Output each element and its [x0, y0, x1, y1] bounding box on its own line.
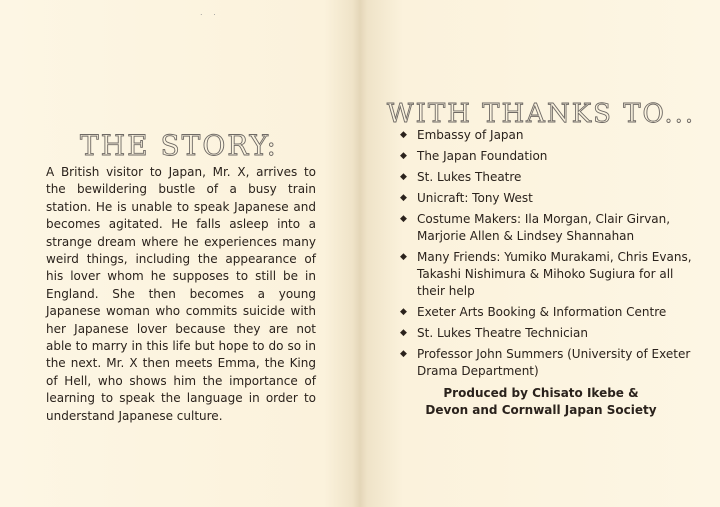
list-item: [398, 325, 698, 342]
list-item: [398, 169, 698, 186]
diamond-bullet-icon: ◆: [400, 328, 407, 338]
thanks-list: [398, 127, 698, 384]
story-body: A British visitor to Japan, Mr. X, arrives to the bewildering bustle of a busy train station. He is unable to speak Japanese and becomes agitated. He falls asleep into a strange dream where he experiences many weird things, including the appearance of his lover whom he supposes to still be in England. She then becomes a young Japanese woman who commits suicide with her Japanese lover because they are not able to marry in this life but hope to do so in the next. Mr. X then meets Emma, the King of Hell, who shows him the importance of learning to speak the language in order to understand Japanese culture.: [46, 165, 316, 423]
diamond-bullet-icon: ◆: [400, 130, 407, 140]
right-page: [362, 0, 720, 507]
diamond-bullet-icon: ◆: [400, 172, 407, 182]
produced-line-2: Devon and Cornwall Japan Society: [425, 403, 657, 417]
left-page: [0, 0, 358, 507]
decorative-dots: . .: [200, 8, 220, 17]
list-item: [398, 148, 698, 165]
list-item: [398, 346, 698, 380]
list-item: [398, 211, 698, 245]
thanks-title: WITH THANKS TO...: [386, 99, 696, 130]
list-item: [398, 190, 698, 207]
list-item: [398, 249, 698, 300]
list-item-text: The Japan Foundation: [417, 149, 548, 163]
list-item: [398, 304, 698, 321]
list-item-text: Many Friends: Yumiko Murakami, Chris Evans, Takashi Nishimura & Mihoko Sugiura for all their help: [417, 250, 692, 298]
diamond-bullet-icon: ◆: [400, 214, 407, 224]
story-title: THE STORY:: [80, 128, 278, 162]
produced-by: [362, 385, 720, 419]
list-item: [398, 127, 698, 144]
list-item-text: Exeter Arts Booking & Information Centre: [417, 305, 667, 319]
list-item-text: Unicraft: Tony West: [417, 191, 533, 205]
diamond-bullet-icon: ◆: [400, 193, 407, 203]
produced-line-1: Produced by Chisato Ikebe &: [443, 386, 639, 400]
list-item-text: Professor John Summers (University of Exeter Drama Department): [417, 347, 691, 378]
list-item-text: Costume Makers: Ila Morgan, Clair Girvan, Marjorie Allen & Lindsey Shannahan: [417, 212, 671, 243]
diamond-bullet-icon: ◆: [400, 307, 407, 317]
list-item-text: St. Lukes Theatre Technician: [417, 326, 588, 340]
list-item-text: St. Lukes Theatre: [417, 170, 522, 184]
diamond-bullet-icon: ◆: [400, 349, 407, 359]
diamond-bullet-icon: ◆: [400, 252, 407, 262]
diamond-bullet-icon: ◆: [400, 151, 407, 161]
list-item-text: Embassy of Japan: [417, 128, 524, 142]
